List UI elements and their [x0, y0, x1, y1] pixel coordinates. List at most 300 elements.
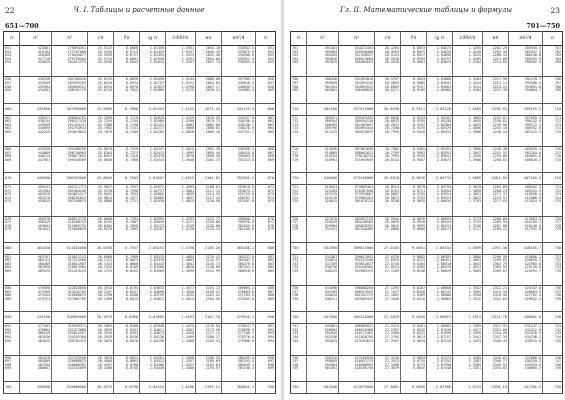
- table-cell: 2.83948 2.84011 2.84073 2.84136 2.84198: [140, 324, 166, 355]
- left-row-group: [4, 254, 276, 285]
- table-cell: 720: [291, 173, 307, 185]
- table-cell: 2312.21 2315.35 2318.50 2321.64: [483, 286, 509, 312]
- table-cell: 1.4265 1.4245 1.4225 1.4205 1.4184: [453, 46, 483, 77]
- table-cell: 373248000: [339, 173, 375, 185]
- table-cell: 2108.01 2111.15 2114.29 2117.43 2120.58: [196, 185, 222, 216]
- table-cell: 287496000: [52, 103, 88, 115]
- col-cbrt: ∛n: [114, 32, 140, 46]
- table-cell: 384845.1: [222, 382, 256, 394]
- table-cell: 441786.5: [509, 382, 543, 394]
- table-cell: 1.5015 1.4993 1.4970 1.4948: [166, 147, 196, 173]
- table-cell: 1.4065 1.4045 1.4025 1.4006 1.3986: [453, 115, 483, 146]
- table-cell: 2.81954: [140, 103, 166, 115]
- table-cell: 1.4493: [166, 312, 196, 324]
- col-n-cubed: n³: [52, 32, 88, 46]
- table-cell: 651 652 653 654 655: [256, 46, 276, 77]
- table-cell: 418538.7: [509, 242, 543, 254]
- table-cell: 27.0370 27.0555 27.0740 27.0924 27.1109: [375, 254, 401, 285]
- table-cell: 490000: [20, 382, 52, 394]
- table-cell: 2233.67 2236.81 2239.96 2243.10 2246.24: [483, 115, 509, 146]
- table-cell: 1.4793 1.4771 1.4749 1.4728: [166, 216, 196, 242]
- table-cell: 8.8790: [114, 382, 140, 394]
- table-cell: 676 677 678 679: [256, 216, 276, 242]
- table-cell: 1.4368 1.4347 1.4327 1.4306: [166, 355, 196, 381]
- table-cell: 1.3587 1.3569 1.3550 1.3532: [453, 286, 483, 312]
- col-log: lg n: [140, 32, 166, 46]
- table-cell: 711 712 713 714 715: [291, 115, 307, 146]
- table-cell: 519841 521284 522729 524176 525625: [307, 185, 339, 216]
- col-reciprocal: 1000/n: [453, 32, 483, 46]
- table-cell: 26.1916 26.2107 26.2298 26.2488: [88, 286, 114, 312]
- table-cell: 462400: [20, 242, 52, 254]
- col-log: lg n: [427, 32, 453, 46]
- right-range-label: 701—750: [526, 22, 560, 30]
- table-cell: 308915776 310288733 311665752 313046839: [52, 216, 88, 242]
- left-decade-row: [4, 312, 276, 324]
- table-cell: 1.3966 1.3947 1.3928 1.3908: [453, 147, 483, 173]
- table-cell: 25.9037 25.9230 25.9422 25.9615 25.9808: [88, 185, 114, 216]
- table-cell: 358908.1 359970.8 361035.0 362100.8: [222, 216, 256, 242]
- table-cell: 352565.2: [222, 173, 256, 185]
- col-n: n: [4, 32, 20, 46]
- table-cell: 1.4164 1.4144 1.4124 1.4104: [453, 77, 483, 103]
- table-cell: 402639.1 403764.6 404891.6 406020.2: [509, 147, 543, 173]
- table-cell: 328509000: [52, 312, 88, 324]
- table-cell: 9.0082 9.0123 9.0164 9.0205 9.0246: [401, 254, 427, 285]
- left-header-row: [4, 32, 276, 46]
- table-cell: 26.4575: [88, 382, 114, 394]
- table-cell: 562500: [307, 382, 339, 394]
- table-cell: 2.84510: [140, 382, 166, 394]
- table-cell: 547600: [307, 312, 339, 324]
- left-running-title: Ч. I. Таблицы и расчетные данные: [73, 6, 205, 14]
- right-math-table: [290, 31, 563, 394]
- table-cell: 8.7066: [114, 103, 140, 115]
- table-cell: 8.7503: [114, 173, 140, 185]
- table-cell: 380459.4 381553.5 382649.1 383746.3: [222, 355, 256, 381]
- table-cell: 26.6646 26.6833 26.7021 26.7208 26.7395: [375, 115, 401, 146]
- table-cell: 359425431 360944128 362467097 363994344 365525875: [339, 115, 375, 146]
- table-cell: 2.86332: [427, 242, 453, 254]
- table-cell: 25.8844: [88, 173, 114, 185]
- table-cell: 27.3861: [375, 382, 401, 394]
- table-cell: 2.83315 2.83378 2.83442 2.83506 2.83569: [140, 254, 166, 285]
- table-cell: 1.4577 1.4556 1.4535 1.4514: [166, 286, 196, 312]
- table-cell: 740: [291, 312, 307, 324]
- table-cell: 2.84261 2.84323 2.84386 2.84448: [140, 355, 166, 381]
- table-cell: 337153536 338608873 340068392 341532099: [52, 355, 88, 381]
- table-cell: 726 727 728 729: [291, 216, 307, 242]
- table-cell: 463761 465124 466489 467856 469225: [20, 254, 52, 285]
- table-cell: 681 682 683 684 685: [4, 254, 20, 285]
- table-cell: 2249.38 2252.52 2255.66 2258.81: [483, 147, 509, 173]
- table-cell: 26.0768: [88, 242, 114, 254]
- table-cell: 2.82672 2.82737 2.82802 2.82866 2.82930: [140, 185, 166, 216]
- table-cell: 348368.1 349415.0 350463.5 351513.6: [222, 147, 256, 173]
- left-decade-row: [4, 242, 276, 254]
- table-cell: 2.85794 2.85854 2.85914 2.85974 2.86034: [427, 185, 453, 216]
- table-cell: 666 667 668 669: [256, 147, 276, 173]
- table-cell: 2.81690 2.81757 2.81823 2.81889: [140, 77, 166, 103]
- table-cell: 518400: [307, 173, 339, 185]
- table-cell: 26.2869 26.3059 26.3249 26.3439 26.3629: [88, 324, 114, 355]
- right-row-group: [291, 46, 563, 77]
- table-cell: 8.8366: [114, 312, 140, 324]
- table-cell: 25.5147 25.5343 25.5539 25.5734 25.5930: [88, 46, 114, 77]
- table-cell: 2076.59 2079.73 2082.88 2086.02 2089.16: [196, 115, 222, 146]
- table-cell: 720: [543, 173, 563, 185]
- table-cell: 26.7582 26.7769 26.7955 26.8142: [375, 147, 401, 173]
- table-cell: 406869021 408518488 410172407 411830784 413493625: [339, 324, 375, 355]
- table-cell: 691 692 693 694 695: [4, 324, 20, 355]
- table-cell: 425447.0 426603.9 427762.4 428922.4: [509, 286, 543, 312]
- right-page-header: [290, 4, 562, 18]
- table-cell: 27.2213 27.2397 27.2580 27.2764 27.2947: [375, 324, 401, 355]
- table-cell: 716 717 718 719: [291, 147, 307, 173]
- left-row-group: [4, 46, 276, 77]
- table-cell: 395919.2: [509, 103, 543, 115]
- col-n-squared: n²: [307, 32, 339, 46]
- table-cell: 556516 558009 559504 561001: [307, 355, 339, 381]
- table-cell: 750: [543, 382, 563, 394]
- table-cell: 2136.28: [196, 242, 222, 254]
- table-cell: 505521 506944 508369 509796 511225: [307, 115, 339, 146]
- table-cell: 671 672 673 674 675: [256, 185, 276, 216]
- table-cell: 731 732 733 734 735: [291, 254, 307, 285]
- right-row-group: [291, 147, 563, 173]
- table-cell: 8.7764 8.7807 8.7850 8.7893: [114, 216, 140, 242]
- table-cell: 382657176 384240583 385828352 387420489: [339, 216, 375, 242]
- table-cell: 1.4925: [166, 173, 196, 185]
- table-cell: 2045.18 2048.32 2051.46 2054.60 2057.74: [196, 46, 222, 77]
- table-cell: 1.4684 1.4663 1.4641 1.4620 1.4599: [166, 254, 196, 285]
- table-cell: 26.8514 26.8701 26.8887 26.9072 26.9258: [375, 185, 401, 216]
- table-cell: 437086.6 438259.2 439433.4 440609.2: [509, 355, 543, 381]
- table-cell: 2073.45: [196, 103, 222, 115]
- table-cell: 2217.96 2221.11 2224.25 2227.39: [483, 77, 509, 103]
- table-cell: 736 737 738 739: [291, 286, 307, 312]
- table-cell: 450241 451584 452929 454276 455625: [20, 185, 52, 216]
- table-cell: 706 707 708 709: [543, 77, 563, 103]
- table-cell: 2155.13 2158.27 2161.42 2164.56: [196, 286, 222, 312]
- table-cell: 2296.50 2299.65 2302.79 2305.93 2309.07: [483, 254, 509, 285]
- right-header-row: [291, 32, 563, 46]
- left-row-group: [4, 77, 276, 103]
- right-decade-row: [291, 242, 563, 254]
- table-cell: 456976 458329 459684 461041: [20, 216, 52, 242]
- table-cell: 736 737 738 739: [543, 286, 563, 312]
- table-cell: 660: [4, 103, 20, 115]
- right-row-group: [291, 115, 563, 146]
- table-cell: 2.86392 2.86451 2.86510 2.86570 2.86629: [427, 254, 453, 285]
- table-cell: 476100: [20, 312, 52, 324]
- table-cell: 300763000: [52, 173, 88, 185]
- table-cell: 397035.3 398152.9 399272.1 400392.8 401515.2: [509, 115, 543, 146]
- left-row-group: [4, 355, 276, 381]
- table-cell: 706 707 708 709: [291, 77, 307, 103]
- table-cell: 415160936 416832723 418508992 420189749: [339, 355, 375, 381]
- table-cell: 671 672 673 674 675: [4, 185, 20, 216]
- right-page-number: 23: [550, 6, 560, 15]
- table-cell: 2343.63 2346.77 2349.91 2353.05: [483, 355, 509, 381]
- table-cell: 26.6458: [375, 103, 401, 115]
- table-cell: 27.3130 27.3313 27.3496 27.3679: [375, 355, 401, 381]
- table-cell: 686 687 688 689: [256, 286, 276, 312]
- table-cell: 741 742 743 744 745: [291, 324, 307, 355]
- table-cell: 2092.30 2095.44 2098.58 2101.73: [196, 147, 222, 173]
- col-circle-area: πn²/4: [509, 32, 543, 46]
- table-cell: 701 702 703 704 705: [543, 46, 563, 77]
- table-cell: 710: [291, 103, 307, 115]
- table-cell: 8.9253 8.9295 8.9337 8.9378 8.9420: [401, 115, 427, 146]
- table-cell: 656 657 658 659: [4, 77, 20, 103]
- table-cell: 740: [543, 312, 563, 324]
- table-cell: 9.0450: [401, 312, 427, 324]
- table-cell: 681 682 683 684 685: [256, 254, 276, 285]
- right-row-group: [291, 185, 563, 216]
- right-running-title: Гл. II. Математические таблицы и формулы: [339, 6, 513, 14]
- table-cell: 364237.0 365307.5 366379.6 367453.2 368528.5: [222, 254, 256, 285]
- table-cell: 8.9628: [401, 173, 427, 185]
- left-decade-row: [4, 173, 276, 185]
- table-cell: 676 677 678 679: [4, 216, 20, 242]
- table-cell: 353618.5 354673.2 355729.6 356787.5 357847.0: [222, 185, 256, 216]
- table-cell: 660: [256, 103, 276, 115]
- table-cell: 1.5129 1.5106 1.5083 1.5060 1.5038: [166, 115, 196, 146]
- table-cell: 413964.5 415105.7 416248.5 417392.8: [509, 216, 543, 242]
- table-cell: 2.86094 2.86153 2.86213 2.86273: [427, 216, 453, 242]
- table-cell: 367061696 368601813 370146232 371694959: [339, 147, 375, 173]
- table-cell: 27.0185: [375, 242, 401, 254]
- table-cell: 385945.4 387047.4 388150.8 389255.9 390362.5: [509, 46, 543, 77]
- table-cell: 2.82347 2.82413 2.82478 2.82543: [140, 147, 166, 173]
- col-pi-n: πn: [483, 32, 509, 46]
- table-cell: 26.9444 26.9629 26.9815 27.0000: [375, 216, 401, 242]
- table-cell: 8.9670 8.9711 8.9752 8.9794 8.9835: [401, 185, 427, 216]
- table-cell: 8.8621 8.8663 8.8706 8.8748: [114, 355, 140, 381]
- table-cell: 2.84880 2.84942 2.85003 2.85065: [427, 77, 453, 103]
- table-cell: 26.8328: [375, 173, 401, 185]
- table-cell: 666 667 668 669: [4, 147, 20, 173]
- table-cell: 26.2679: [88, 312, 114, 324]
- table-cell: 746 747 748 749: [291, 355, 307, 381]
- table-cell: 2356.19: [483, 382, 509, 394]
- col-cbrt: ∛n: [401, 32, 427, 46]
- table-cell: 2.87506: [427, 382, 453, 394]
- right-decade-row: [291, 173, 563, 185]
- right-decade-row: [291, 312, 563, 324]
- table-cell: 691 692 693 694 695: [256, 324, 276, 355]
- table-cell: 1.4706: [166, 242, 196, 254]
- table-cell: 731 732 733 734 735: [543, 254, 563, 285]
- table-cell: 656 657 658 659: [256, 77, 276, 103]
- table-cell: 527076 528529 529984 531441: [307, 216, 339, 242]
- table-cell: 2104.87: [196, 173, 222, 185]
- table-cell: 8.8194 8.8237 8.8280 8.8323: [114, 286, 140, 312]
- table-cell: 477481 478864 480249 481636 483025: [20, 324, 52, 355]
- table-cell: 405224000: [339, 312, 375, 324]
- table-cell: 275894451 277167808 278445077 279726264 281011375: [52, 46, 88, 77]
- table-cell: 8.9876 8.9918 8.9959 9.0000: [401, 216, 427, 242]
- table-cell: 711 712 713 714 715: [543, 115, 563, 146]
- table-cell: 2060.88 2064.03 2067.17 2070.31: [196, 77, 222, 103]
- table-cell: 1.3405 1.3387 1.3369 1.3351: [453, 355, 483, 381]
- table-cell: 27.2029: [375, 312, 401, 324]
- table-cell: 726 727 728 729: [543, 216, 563, 242]
- table-cell: 2324.78: [483, 312, 509, 324]
- table-cell: 8.8833 8.8875 8.8917 8.8959 8.9001: [401, 46, 427, 77]
- table-cell: 534361 535824 537289 538756 540225: [307, 254, 339, 285]
- table-cell: 2327.92 2331.06 2334.20 2337.34 2340.49: [483, 324, 509, 355]
- table-cell: 2230.53: [483, 103, 509, 115]
- col-n-squared: n²: [20, 32, 52, 46]
- table-cell: 8.9043 8.9085 8.9127 8.9169: [401, 77, 427, 103]
- table-cell: 690: [4, 312, 20, 324]
- table-cell: 2139.42 2142.57 2145.71 2148.85 2151.99: [196, 254, 222, 285]
- table-cell: 491401 492804 494209 495616 497025: [307, 46, 339, 77]
- table-cell: 26.5707 26.5895 26.6083 26.6271: [375, 77, 401, 103]
- table-cell: 1.5244 1.5221 1.5198 1.5175: [166, 77, 196, 103]
- table-cell: 541696 543169 544644 546121: [307, 286, 339, 312]
- table-cell: 25.8070 25.8263 25.8457 25.8650: [88, 147, 114, 173]
- table-cell: 730: [543, 242, 563, 254]
- table-cell: 741 742 743 744 745: [543, 324, 563, 355]
- table-cell: 430336 431649 432964 434281: [20, 77, 52, 103]
- col-reciprocal: 1000/n: [166, 32, 196, 46]
- table-cell: 1.3870 1.3850 1.3831 1.3812 1.3793: [453, 185, 483, 216]
- table-cell: 701 702 703 704 705: [291, 46, 307, 77]
- table-cell: 2.82020 2.82086 2.82151 2.82217 2.82282: [140, 115, 166, 146]
- table-cell: 390617891 392223168 393832837 395446904 397065375: [339, 254, 375, 285]
- table-cell: 443556 444889 446224 447561: [20, 147, 52, 173]
- table-cell: 498436 499849 501264 502681: [307, 77, 339, 103]
- table-cell: 2.85187 2.85248 2.85309 2.85370 2.85431: [427, 115, 453, 146]
- table-cell: 2186.55 2189.69 2192.83 2195.97: [196, 355, 222, 381]
- table-cell: 696 697 698 699: [4, 355, 20, 381]
- table-cell: 2.87274 2.87332 2.87390 2.87448: [427, 355, 453, 381]
- table-cell: 1.3699: [453, 242, 483, 254]
- table-cell: 322828856 324242703 325660672 327082769: [52, 286, 88, 312]
- col-n: n: [291, 32, 307, 46]
- table-cell: 9.0491 9.0532 9.0572 9.0613 9.0654: [401, 324, 427, 355]
- table-cell: 2261.95: [483, 173, 509, 185]
- table-cell: 26.0000 26.0192 26.0384 26.0576: [88, 216, 114, 242]
- table-cell: 8.9211: [401, 103, 427, 115]
- table-cell: 374805361 376367048 377933067 379503424 381078125: [339, 185, 375, 216]
- table-cell: 391470.7 392580.5 393691.8 394804.7: [509, 77, 543, 103]
- table-cell: 342119.4: [222, 103, 256, 115]
- table-cell: 448900: [20, 173, 52, 185]
- table-cell: 2265.09 2268.23 2271.37 2274.51 2277.65: [483, 185, 509, 216]
- table-cell: 2.83632 2.83696 2.83759 2.83822: [140, 286, 166, 312]
- table-cell: 2.82607: [140, 173, 166, 185]
- col-circle-area: πn²/4: [222, 32, 256, 46]
- right-decade-row: [291, 103, 563, 115]
- table-cell: 750: [291, 382, 307, 394]
- table-cell: 9.0694 9.0735 9.0775 9.0816: [401, 355, 427, 381]
- table-cell: 716 717 718 719: [543, 147, 563, 173]
- table-cell: 721 722 723 724 725: [543, 185, 563, 216]
- table-cell: 373928.1: [222, 312, 256, 324]
- table-cell: 2.86688 2.86747 2.86806 2.86864: [427, 286, 453, 312]
- table-cell: 363168.1: [222, 242, 256, 254]
- right-page: [290, 4, 562, 396]
- left-page-header: [3, 4, 275, 18]
- table-cell: 484416 485809 487204 488601: [20, 355, 52, 381]
- table-cell: 8.6890 8.6934 8.6978 8.7022: [114, 77, 140, 103]
- left-row-group: [4, 286, 276, 312]
- left-row-group: [4, 185, 276, 216]
- right-decade-row: [291, 382, 563, 394]
- table-cell: 408282.2 409415.5 410550.4 411686.9 412824.9: [509, 185, 543, 216]
- table-cell: 9.0287 9.0328 9.0369 9.0410: [401, 286, 427, 312]
- table-cell: 721 722 723 724 725: [291, 185, 307, 216]
- table-cell: 1.3774 1.3755 1.3736 1.3717: [453, 216, 483, 242]
- table-cell: 332852.5 333875.9 334900.8 335927.4 336955.4: [222, 46, 256, 77]
- table-cell: 1.4085: [453, 103, 483, 115]
- table-cell: 357911000: [339, 103, 375, 115]
- table-cell: 343157.0 344196.0 345236.7 346278.9 347322.7: [222, 115, 256, 146]
- table-cell: 690: [256, 312, 276, 324]
- left-range-label: 651—700: [5, 22, 39, 30]
- right-row-group: [291, 324, 563, 355]
- table-cell: 430084.0: [509, 312, 543, 324]
- table-cell: 431247.2 432412.0 433578.3 434746.2 435915.6: [509, 324, 543, 355]
- table-cell: 314432000: [52, 242, 88, 254]
- table-cell: 8.6668 8.6713 8.6757 8.6801 8.6845: [114, 46, 140, 77]
- table-cell: 398688256 400315553 401947272 403583419: [339, 286, 375, 312]
- table-cell: 25.7099 25.7294 25.7488 25.7682 25.7876: [88, 115, 114, 146]
- table-cell: 680: [4, 242, 20, 254]
- table-cell: 25.6905: [88, 103, 114, 115]
- table-cell: 532900: [307, 242, 339, 254]
- table-cell: 670: [4, 173, 20, 185]
- table-cell: 2.85126: [427, 103, 453, 115]
- table-cell: 27.1293 27.1477 27.1662 27.1846: [375, 286, 401, 312]
- table-cell: 470596 471969 473344 474721: [20, 286, 52, 312]
- table-cell: 700: [256, 382, 276, 394]
- table-cell: 2.84572 2.84634 2.84696 2.84757 2.84819: [427, 46, 453, 77]
- table-cell: 1.5361 1.5337 1.5314 1.5291 1.5267: [166, 46, 196, 77]
- table-cell: 26.3818 26.4008 26.4197 26.4386: [88, 355, 114, 381]
- table-cell: 2199.11: [196, 382, 222, 394]
- table-cell: 1.3495 1.3477 1.3459 1.3441 1.3423: [453, 324, 483, 355]
- table-cell: 421875000: [339, 382, 375, 394]
- col-n-right: n: [256, 32, 276, 46]
- table-cell: 2.83251: [140, 242, 166, 254]
- book-gutter: [280, 0, 285, 400]
- table-cell: 1.3889: [453, 173, 483, 185]
- table-cell: 26.0960 26.1151 26.1343 26.1534 26.1725: [88, 254, 114, 285]
- table-cell: 680: [256, 242, 276, 254]
- table-cell: 8.9462 8.9503 8.9545 8.9587: [401, 147, 427, 173]
- table-cell: 661 662 663 664 665: [256, 115, 276, 146]
- col-n-right: n: [543, 32, 563, 46]
- table-cell: 2280.80 2283.94 2287.08 2290.22: [483, 216, 509, 242]
- table-cell: 1.3680 1.3661 1.3643 1.3624 1.3605: [453, 254, 483, 285]
- table-cell: 282300416 283593393 284890312 286191179: [52, 77, 88, 103]
- table-cell: 651 652 653 654 655: [4, 46, 20, 77]
- table-cell: 295408296 296740963 298077632 299418309: [52, 147, 88, 173]
- left-math-table: [3, 31, 276, 394]
- right-row-group: [291, 216, 563, 242]
- table-cell: 8.7937: [114, 242, 140, 254]
- table-cell: 661 662 663 664 665: [4, 115, 20, 146]
- table-cell: 302111711 303464448 304821217 306182024 307546875: [52, 185, 88, 216]
- left-row-group: [4, 324, 276, 355]
- table-cell: 2.82995 2.83059 2.83123 2.83187: [140, 216, 166, 242]
- table-cell: 2170.84 2173.98 2177.12 2180.27 2183.41: [196, 324, 222, 355]
